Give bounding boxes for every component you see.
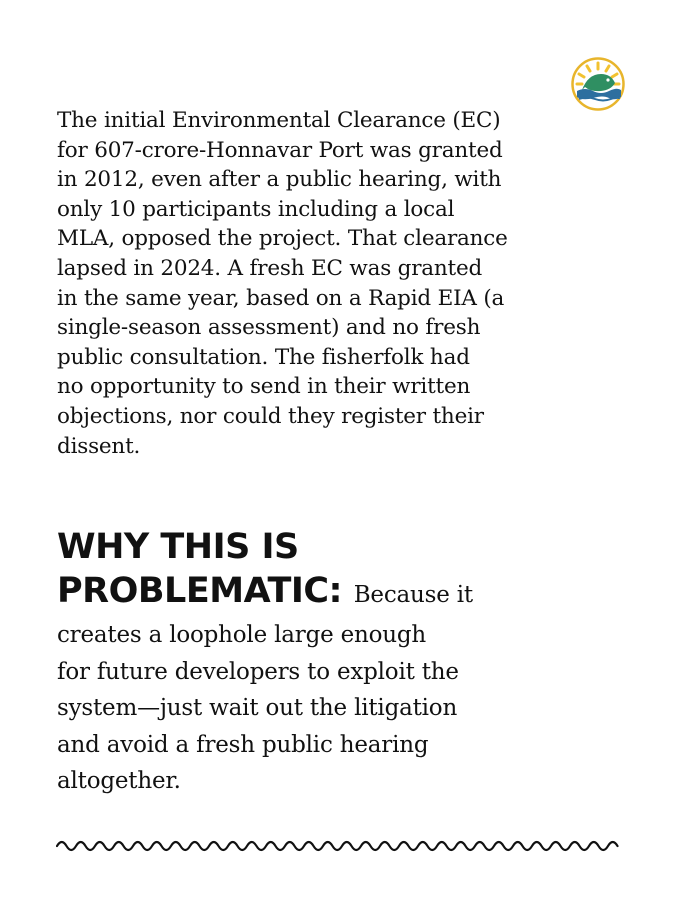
- section-heading-text: WHY THIS IS: [57, 527, 299, 567]
- body-line: The initial Environmental Clearance (EC): [57, 108, 501, 133]
- wavy-divider: [56, 836, 626, 856]
- body-line: in 2012, even after a public hearing, with: [57, 167, 502, 193]
- body-line: only 10 participants including a local: [57, 196, 455, 222]
- section-body-line: creates a loophole large enough: [57, 622, 427, 648]
- problem-section: [57, 525, 527, 800]
- body-line: public consultation. The fisherfolk had: [57, 344, 470, 370]
- sun-fish-logo-icon: [571, 57, 625, 111]
- body-paragraph: [57, 106, 547, 461]
- body-line: dissent.: [57, 433, 141, 459]
- wavy-divider-line: [57, 842, 618, 850]
- section-body-line: system—just wait out the litigation: [57, 695, 458, 721]
- body-line: no opportunity to send in their written: [57, 374, 471, 400]
- section-inline-text: Because it: [353, 582, 473, 608]
- body-line: lapsed in 2024. A fresh EC was granted: [57, 255, 483, 281]
- body-line: single-season assessment) and no fresh: [57, 315, 481, 341]
- section-heading-line-2: [57, 569, 527, 617]
- section-heading-text: PROBLEMATIC:: [57, 571, 343, 611]
- section-body-line: and avoid a fresh public hearing: [57, 731, 429, 758]
- body-line: in the same year, based on a Rapid EIA (a: [57, 285, 505, 311]
- body-line: MLA, opposed the project. That clearance: [57, 226, 508, 252]
- section-heading-line-1: [57, 525, 527, 569]
- section-body-line: for future developers to exploit the: [57, 658, 459, 685]
- section-body-line: altogether.: [57, 768, 181, 794]
- body-line: objections, nor could they register their: [57, 403, 484, 429]
- body-line: for 607-crore-Honnavar Port was granted: [57, 137, 503, 163]
